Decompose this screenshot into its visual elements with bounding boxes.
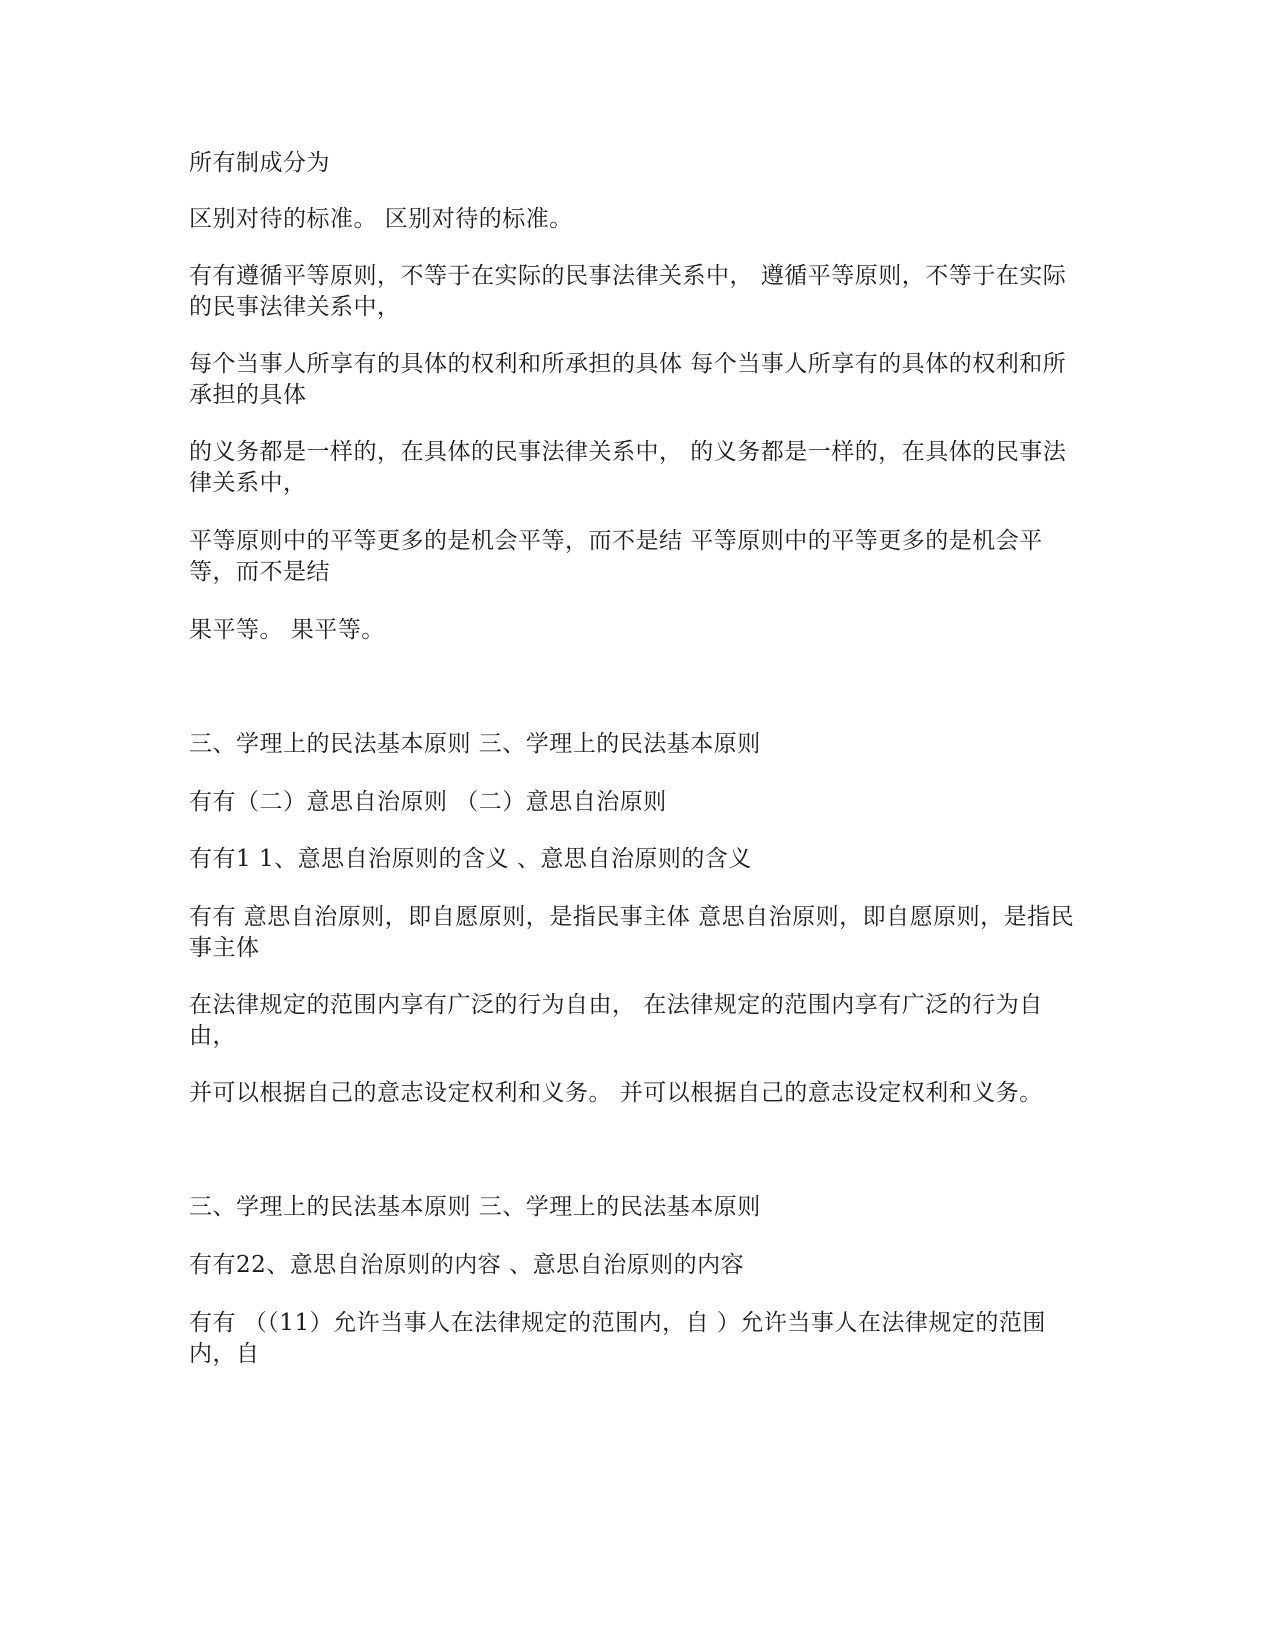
paragraph-11: 在法律规定的范围内享有广泛的行为自由， 在法律规定的范围内享有广泛的行为自由，	[189, 992, 1043, 1049]
section-heading-2: 三、学理上的民法基本原则 三、学理上的民法基本原则	[189, 1194, 761, 1220]
paragraph-7: 果平等。 果平等。	[189, 617, 385, 643]
paragraph-10: 有有 意思自治原则，即自愿原则，是指民事主体 意思自治原则，即自愿原则，是指民事主体	[189, 904, 1075, 961]
paragraph-3: 有有遵循平等原则，不等于在实际的民事法律关系中， 遵循平等原则，不等于在实际的民事法律关系中，	[189, 263, 1067, 320]
paragraph-5: 的义务都是一样的，在具体的民事法律关系中， 的义务都是一样的，在具体的民事法律关系中，	[189, 439, 1067, 496]
paragraph-4: 每个当事人所享有的具体的权利和所承担的具体 每个当事人所享有的具体的权利和所承担的具体	[189, 351, 1067, 408]
paragraph-9: 有有1 1、意思自治原则的含义 、意思自治原则的含义	[189, 846, 752, 872]
paragraph-8: 有有（二）意思自治原则 （二）意思自治原则	[189, 789, 667, 815]
section-heading-1: 三、学理上的民法基本原则 三、学理上的民法基本原则	[189, 731, 761, 757]
paragraph-12: 并可以根据自己的意志设定权利和义务。 并可以根据自己的意志设定权利和义务。	[189, 1080, 1043, 1106]
paragraph-1: 所有制成分为	[189, 150, 330, 176]
paragraph-13: 有有22、意思自治原则的内容 、意思自治原则的内容	[189, 1252, 745, 1278]
paragraph-2: 区别对待的标准。 区别对待的标准。	[189, 206, 573, 232]
paragraph-14: 有有 （（11）允许当事人在法律规定的范围内，自 ）允许当事人在法律规定的范围内，自	[189, 1310, 1046, 1367]
paragraph-6: 平等原则中的平等更多的是机会平等，而不是结 平等原则中的平等更多的是机会平等，而不是结	[189, 528, 1043, 585]
